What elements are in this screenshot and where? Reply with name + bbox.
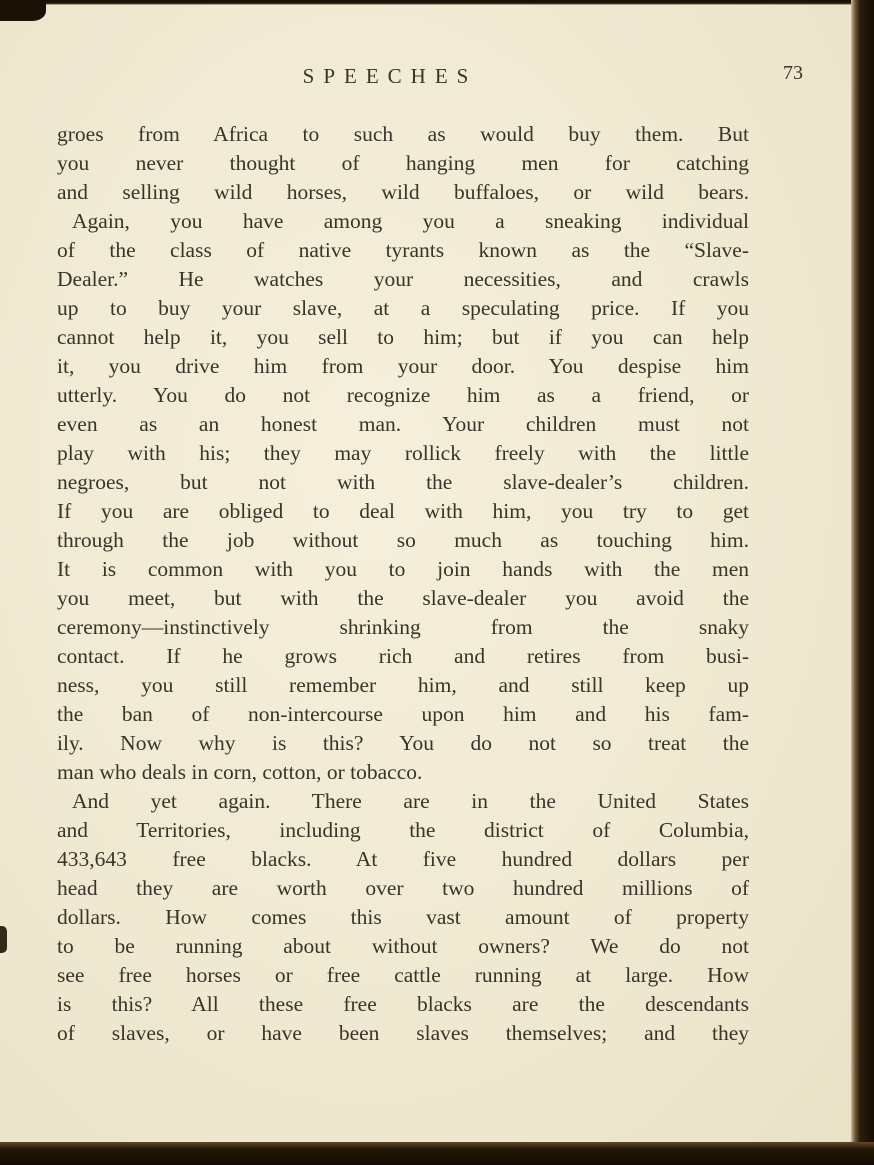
paragraph <box>57 207 749 787</box>
text-line: dollars. How comes this vast amount of property <box>57 905 749 929</box>
text-line: up to buy your slave, at a speculating price. If you <box>57 296 749 320</box>
paragraph <box>57 787 749 1048</box>
text-line: Dealer.” He watches your necessities, and crawls <box>57 267 749 291</box>
text-line: ceremony—instinctively shrinking from the snaky <box>57 615 749 639</box>
text-line: even as an honest man. Your children must not <box>57 412 749 436</box>
text-line: And yet again. There are in the United States <box>72 789 749 813</box>
text-line: man who deals in corn, cotton, or tobacco. <box>57 760 423 784</box>
page-body <box>57 120 749 1048</box>
text-line: it, you drive him from your door. You despise him <box>57 354 749 378</box>
text-line: of slaves, or have been slaves themselves; and they <box>57 1021 749 1045</box>
text-line: you meet, but with the slave-dealer you avoid the <box>57 586 749 610</box>
text-line: play with his; they may rollick freely with the little <box>57 441 749 465</box>
page-header-title: SPEECHES <box>302 64 478 88</box>
text-line: and selling wild horses, wild buffaloes, or wild bears. <box>57 180 749 204</box>
text-line: ily. Now why is this? You do not so treat the <box>57 731 749 755</box>
text-line: the ban of non-intercourse upon him and his fam- <box>57 702 749 726</box>
text-line: It is common with you to join hands with the men <box>57 557 749 581</box>
text-line: utterly. You do not recognize him as a friend, or <box>57 383 749 407</box>
scan-edge-top <box>0 0 874 5</box>
text-line: contact. If he grows rich and retires from busi- <box>57 644 749 668</box>
text-line: ness, you still remember him, and still keep up <box>57 673 749 697</box>
paragraph <box>57 120 749 207</box>
text-line: of the class of native tyrants known as the “Slave- <box>57 238 749 262</box>
scan-edge-bottom <box>0 1142 874 1165</box>
page-number: 73 <box>783 62 803 84</box>
page-header <box>0 64 851 94</box>
scan-edge-top-left <box>0 0 46 21</box>
text-line: 433,643 free blacks. At five hundred dollars per <box>57 847 749 871</box>
text-line: groes from Africa to such as would buy them. But <box>57 122 749 146</box>
text-line: you never thought of hanging men for catching <box>57 151 749 175</box>
text-line: and Territories, including the district of Columbia, <box>57 818 749 842</box>
text-line: cannot help it, you sell to him; but if you can help <box>57 325 749 349</box>
text-line: negroes, but not with the slave-dealer’s children. <box>57 470 749 494</box>
text-line: If you are obliged to deal with him, you try to get <box>57 499 749 523</box>
text-line: see free horses or free cattle running at large. How <box>57 963 749 987</box>
text-line: head they are worth over two hundred millions of <box>57 876 749 900</box>
text-line: through the job without so much as touching him. <box>57 528 749 552</box>
scan-edge-left-mark <box>0 926 7 953</box>
text-line: is this? All these free blacks are the descendants <box>57 992 749 1016</box>
text-line: Again, you have among you a sneaking individual <box>72 209 749 233</box>
text-line: to be running about without owners? We do not <box>57 934 749 958</box>
scan-edge-right <box>851 0 874 1165</box>
